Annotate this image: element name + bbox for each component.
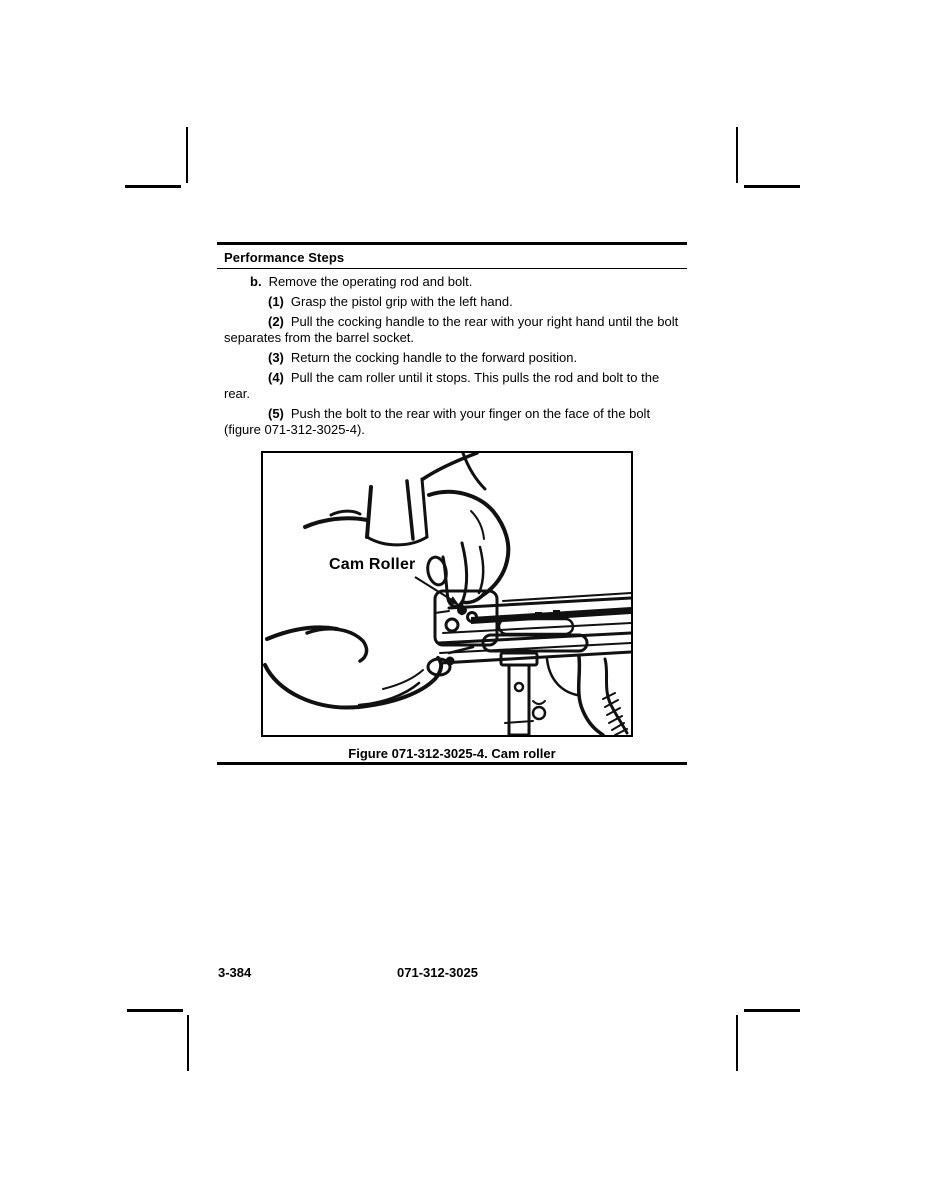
crop-mark-top-right-horizontal: [744, 185, 800, 188]
step-text: Remove the operating rod and bolt.: [268, 274, 473, 289]
crop-mark-top-left-vertical: [186, 127, 188, 183]
performance-steps: [224, 274, 682, 438]
crop-mark-bottom-right-vertical: [736, 1015, 738, 1071]
step-marker: (4): [268, 370, 284, 385]
step-text: Pull the cam roller until it stops. This pulls the rod and bolt to the rear.: [224, 370, 660, 401]
step-marker: (5): [268, 406, 284, 421]
step-item-5: [224, 406, 682, 438]
step-item-2: [224, 314, 682, 346]
step-marker: (3): [268, 350, 284, 365]
step-item-1: [224, 294, 682, 310]
step-marker: (1): [268, 294, 284, 309]
crop-mark-bottom-left-horizontal: [127, 1009, 183, 1012]
step-marker: (2): [268, 314, 284, 329]
figure-cam-roller: [261, 451, 633, 737]
section-bottom-rule: [217, 762, 687, 765]
footer-page-number: 3-384: [218, 965, 252, 980]
step-text: Grasp the pistol grip with the left hand.: [290, 294, 513, 309]
page-title: Performance Steps: [224, 250, 345, 265]
step-text: Pull the cocking handle to the rear with your right hand until the bolt separates from the barrel socket.: [224, 314, 679, 345]
header-top-rule: [217, 242, 687, 245]
crop-mark-bottom-left-vertical: [187, 1015, 189, 1071]
step-marker: b.: [250, 274, 262, 289]
cam-roller-label: Cam Roller: [329, 556, 416, 573]
step-item-4: [224, 370, 682, 402]
step-item-b: [224, 274, 682, 290]
crop-mark-top-left-horizontal: [125, 185, 181, 188]
figure-caption: Figure 071-312-3025-4. Cam roller: [348, 746, 556, 761]
crop-mark-top-right-vertical: [736, 127, 738, 183]
header-bottom-rule: [217, 268, 687, 269]
footer-task-number: 071-312-3025: [397, 965, 478, 980]
cam-roller-illustration: [263, 453, 631, 735]
crop-mark-bottom-right-horizontal: [744, 1009, 800, 1012]
step-text: Push the bolt to the rear with your finger on the face of the bolt (figure 071-312-3025-4).: [224, 406, 651, 437]
step-item-3: [224, 350, 682, 366]
step-text: Return the cocking handle to the forward position.: [290, 350, 578, 365]
